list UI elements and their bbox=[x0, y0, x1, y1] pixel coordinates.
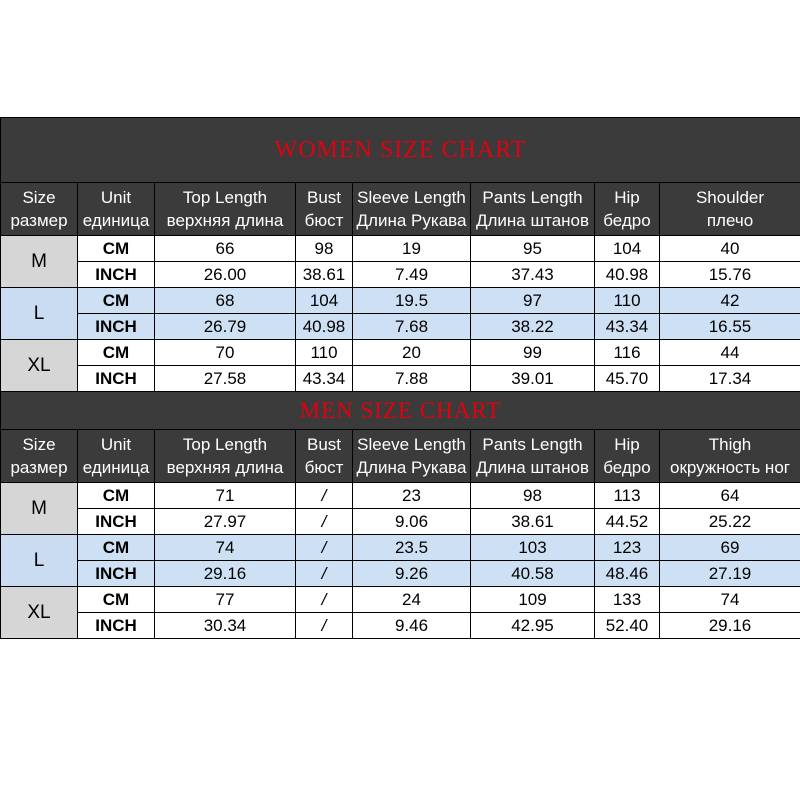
measurement-cell: 44 bbox=[660, 340, 800, 366]
men-column-header bbox=[595, 430, 660, 483]
men-column-header-line: бедро bbox=[603, 458, 651, 477]
measurement-cell: 38.22 bbox=[471, 314, 595, 340]
measurement-cell: 71 bbox=[155, 483, 296, 509]
measurement-cell: 123 bbox=[595, 535, 660, 561]
women-column-header-line: единица bbox=[82, 211, 150, 230]
unit-label: CM bbox=[78, 587, 155, 613]
unit-label: CM bbox=[78, 340, 155, 366]
men-column-header-line: окружность ног bbox=[670, 458, 790, 477]
measurement-cell: 42 bbox=[660, 288, 800, 314]
women-size-label: L bbox=[1, 288, 78, 340]
measurement-cell: 70 bbox=[155, 340, 296, 366]
women-column-header bbox=[78, 183, 155, 236]
table-row bbox=[1, 587, 800, 613]
table-row bbox=[1, 483, 800, 509]
women-column-header-line: Bust bbox=[306, 188, 342, 207]
measurement-cell: 43.34 bbox=[595, 314, 660, 340]
men-column-header-line: единица bbox=[82, 458, 150, 477]
measurement-cell: 98 bbox=[296, 236, 353, 262]
measurement-cell: 15.76 bbox=[660, 262, 800, 288]
measurement-cell: 20 bbox=[353, 340, 471, 366]
table-row bbox=[1, 535, 800, 561]
table-row bbox=[1, 613, 800, 639]
unit-label: INCH bbox=[78, 314, 155, 340]
table-row bbox=[1, 340, 800, 366]
women-column-header-line: Pants Length bbox=[482, 188, 583, 207]
measurement-cell: 27.19 bbox=[660, 561, 800, 587]
measurement-cell: 17.34 bbox=[660, 366, 800, 392]
women-column-header bbox=[595, 183, 660, 236]
table-row bbox=[1, 366, 800, 392]
unit-label: INCH bbox=[78, 366, 155, 392]
measurement-cell: 74 bbox=[155, 535, 296, 561]
men-column-header bbox=[660, 430, 800, 483]
women-column-header-line: плечо bbox=[706, 211, 754, 230]
men-size-label: M bbox=[1, 483, 78, 535]
measurement-cell: 74 bbox=[660, 587, 800, 613]
men-header-row bbox=[1, 430, 800, 483]
measurement-cell: 40.98 bbox=[595, 262, 660, 288]
measurement-cell: 42.95 bbox=[471, 613, 595, 639]
measurement-cell: 30.34 bbox=[155, 613, 296, 639]
measurement-cell: / bbox=[296, 535, 353, 561]
men-title-row bbox=[1, 392, 800, 430]
women-column-header bbox=[155, 183, 296, 236]
unit-label: CM bbox=[78, 236, 155, 262]
measurement-cell: 113 bbox=[595, 483, 660, 509]
measurement-cell: 97 bbox=[471, 288, 595, 314]
measurement-cell: / bbox=[296, 509, 353, 535]
men-column-header-line: Bust bbox=[306, 435, 342, 454]
measurement-cell: 110 bbox=[296, 340, 353, 366]
measurement-cell: 26.00 bbox=[155, 262, 296, 288]
table-row bbox=[1, 288, 800, 314]
men-column-header bbox=[296, 430, 353, 483]
women-column-header-line: размер bbox=[10, 211, 68, 230]
women-column-header bbox=[471, 183, 595, 236]
measurement-cell: 45.70 bbox=[595, 366, 660, 392]
measurement-cell: 29.16 bbox=[660, 613, 800, 639]
measurement-cell: 23 bbox=[353, 483, 471, 509]
men-size-label: L bbox=[1, 535, 78, 587]
measurement-cell: 26.79 bbox=[155, 314, 296, 340]
men-column-header-line: бюст bbox=[304, 458, 344, 477]
measurement-cell: 64 bbox=[660, 483, 800, 509]
unit-label: INCH bbox=[78, 509, 155, 535]
women-column-header bbox=[296, 183, 353, 236]
measurement-cell: / bbox=[296, 561, 353, 587]
measurement-cell: 7.88 bbox=[353, 366, 471, 392]
women-column-header-line: верхняя длина bbox=[166, 211, 284, 230]
women-size-label: M bbox=[1, 236, 78, 288]
men-column-header-line: Top Length bbox=[182, 435, 268, 454]
measurement-cell: 66 bbox=[155, 236, 296, 262]
measurement-cell: 40 bbox=[660, 236, 800, 262]
measurement-cell: 110 bbox=[595, 288, 660, 314]
unit-label: INCH bbox=[78, 262, 155, 288]
women-header-row bbox=[1, 183, 800, 236]
table-row bbox=[1, 314, 800, 340]
women-chart-title: WOMEN SIZE CHART bbox=[1, 118, 800, 183]
measurement-cell: 104 bbox=[296, 288, 353, 314]
measurement-cell: 9.46 bbox=[353, 613, 471, 639]
measurement-cell: / bbox=[296, 587, 353, 613]
men-column-header-line: размер bbox=[10, 458, 68, 477]
measurement-cell: 24 bbox=[353, 587, 471, 613]
women-column-header-line: Sleeve Length bbox=[357, 188, 466, 207]
measurement-cell: 9.26 bbox=[353, 561, 471, 587]
size-chart-table bbox=[0, 117, 800, 639]
measurement-cell: 40.58 bbox=[471, 561, 595, 587]
women-size-label: XL bbox=[1, 340, 78, 392]
men-chart-title: MEN SIZE CHART bbox=[1, 392, 800, 430]
measurement-cell: 38.61 bbox=[296, 262, 353, 288]
measurement-cell: 104 bbox=[595, 236, 660, 262]
women-column-header-line: Size bbox=[22, 188, 56, 207]
men-column-header-line: Pants Length bbox=[482, 435, 583, 454]
men-column-header bbox=[78, 430, 155, 483]
women-column-header-line: Top Length bbox=[182, 188, 268, 207]
measurement-cell: 44.52 bbox=[595, 509, 660, 535]
women-column-header bbox=[1, 183, 78, 236]
women-column-header bbox=[660, 183, 800, 236]
measurement-cell: 7.68 bbox=[353, 314, 471, 340]
unit-label: CM bbox=[78, 535, 155, 561]
women-column-header-line: Shoulder bbox=[695, 188, 765, 207]
measurement-cell: 133 bbox=[595, 587, 660, 613]
measurement-cell: / bbox=[296, 613, 353, 639]
unit-label: CM bbox=[78, 483, 155, 509]
measurement-cell: 23.5 bbox=[353, 535, 471, 561]
measurement-cell: 29.16 bbox=[155, 561, 296, 587]
measurement-cell: 27.97 bbox=[155, 509, 296, 535]
measurement-cell: 38.61 bbox=[471, 509, 595, 535]
table-row bbox=[1, 236, 800, 262]
men-column-header bbox=[1, 430, 78, 483]
men-size-label: XL bbox=[1, 587, 78, 639]
men-column-header-line: Hip bbox=[614, 435, 640, 454]
men-column-header-line: Sleeve Length bbox=[357, 435, 466, 454]
men-column-header-line: Size bbox=[22, 435, 56, 454]
women-title-row bbox=[1, 118, 800, 183]
measurement-cell: 103 bbox=[471, 535, 595, 561]
table-row bbox=[1, 509, 800, 535]
women-column-header-line: Hip bbox=[614, 188, 640, 207]
measurement-cell: 95 bbox=[471, 236, 595, 262]
measurement-cell: 52.40 bbox=[595, 613, 660, 639]
measurement-cell: 69 bbox=[660, 535, 800, 561]
measurement-cell: 7.49 bbox=[353, 262, 471, 288]
measurement-cell: 48.46 bbox=[595, 561, 660, 587]
measurement-cell: 99 bbox=[471, 340, 595, 366]
measurement-cell: 19.5 bbox=[353, 288, 471, 314]
table-row bbox=[1, 262, 800, 288]
unit-label: CM bbox=[78, 288, 155, 314]
men-column-header bbox=[155, 430, 296, 483]
men-column-header bbox=[353, 430, 471, 483]
men-column-header-line: Unit bbox=[100, 435, 132, 454]
men-column-header-line: Длина штанов bbox=[475, 458, 590, 477]
men-column-header-line: Длина Рукава bbox=[356, 458, 467, 477]
measurement-cell: / bbox=[296, 483, 353, 509]
measurement-cell: 19 bbox=[353, 236, 471, 262]
measurement-cell: 98 bbox=[471, 483, 595, 509]
men-column-header-line: верхняя длина bbox=[166, 458, 284, 477]
measurement-cell: 40.98 bbox=[296, 314, 353, 340]
measurement-cell: 25.22 bbox=[660, 509, 800, 535]
unit-label: INCH bbox=[78, 613, 155, 639]
men-column-header-line: Thigh bbox=[708, 435, 752, 454]
measurement-cell: 39.01 bbox=[471, 366, 595, 392]
measurement-cell: 77 bbox=[155, 587, 296, 613]
women-column-header-line: Длина Рукава bbox=[356, 211, 467, 230]
measurement-cell: 9.06 bbox=[353, 509, 471, 535]
size-chart bbox=[0, 117, 800, 639]
measurement-cell: 37.43 bbox=[471, 262, 595, 288]
women-column-header-line: Unit bbox=[100, 188, 132, 207]
men-column-header bbox=[471, 430, 595, 483]
measurement-cell: 109 bbox=[471, 587, 595, 613]
measurement-cell: 27.58 bbox=[155, 366, 296, 392]
table-row bbox=[1, 561, 800, 587]
measurement-cell: 68 bbox=[155, 288, 296, 314]
measurement-cell: 116 bbox=[595, 340, 660, 366]
unit-label: INCH bbox=[78, 561, 155, 587]
women-column-header bbox=[353, 183, 471, 236]
women-column-header-line: бюст bbox=[304, 211, 344, 230]
women-column-header-line: Длина штанов bbox=[475, 211, 590, 230]
measurement-cell: 43.34 bbox=[296, 366, 353, 392]
measurement-cell: 16.55 bbox=[660, 314, 800, 340]
women-column-header-line: бедро bbox=[603, 211, 651, 230]
